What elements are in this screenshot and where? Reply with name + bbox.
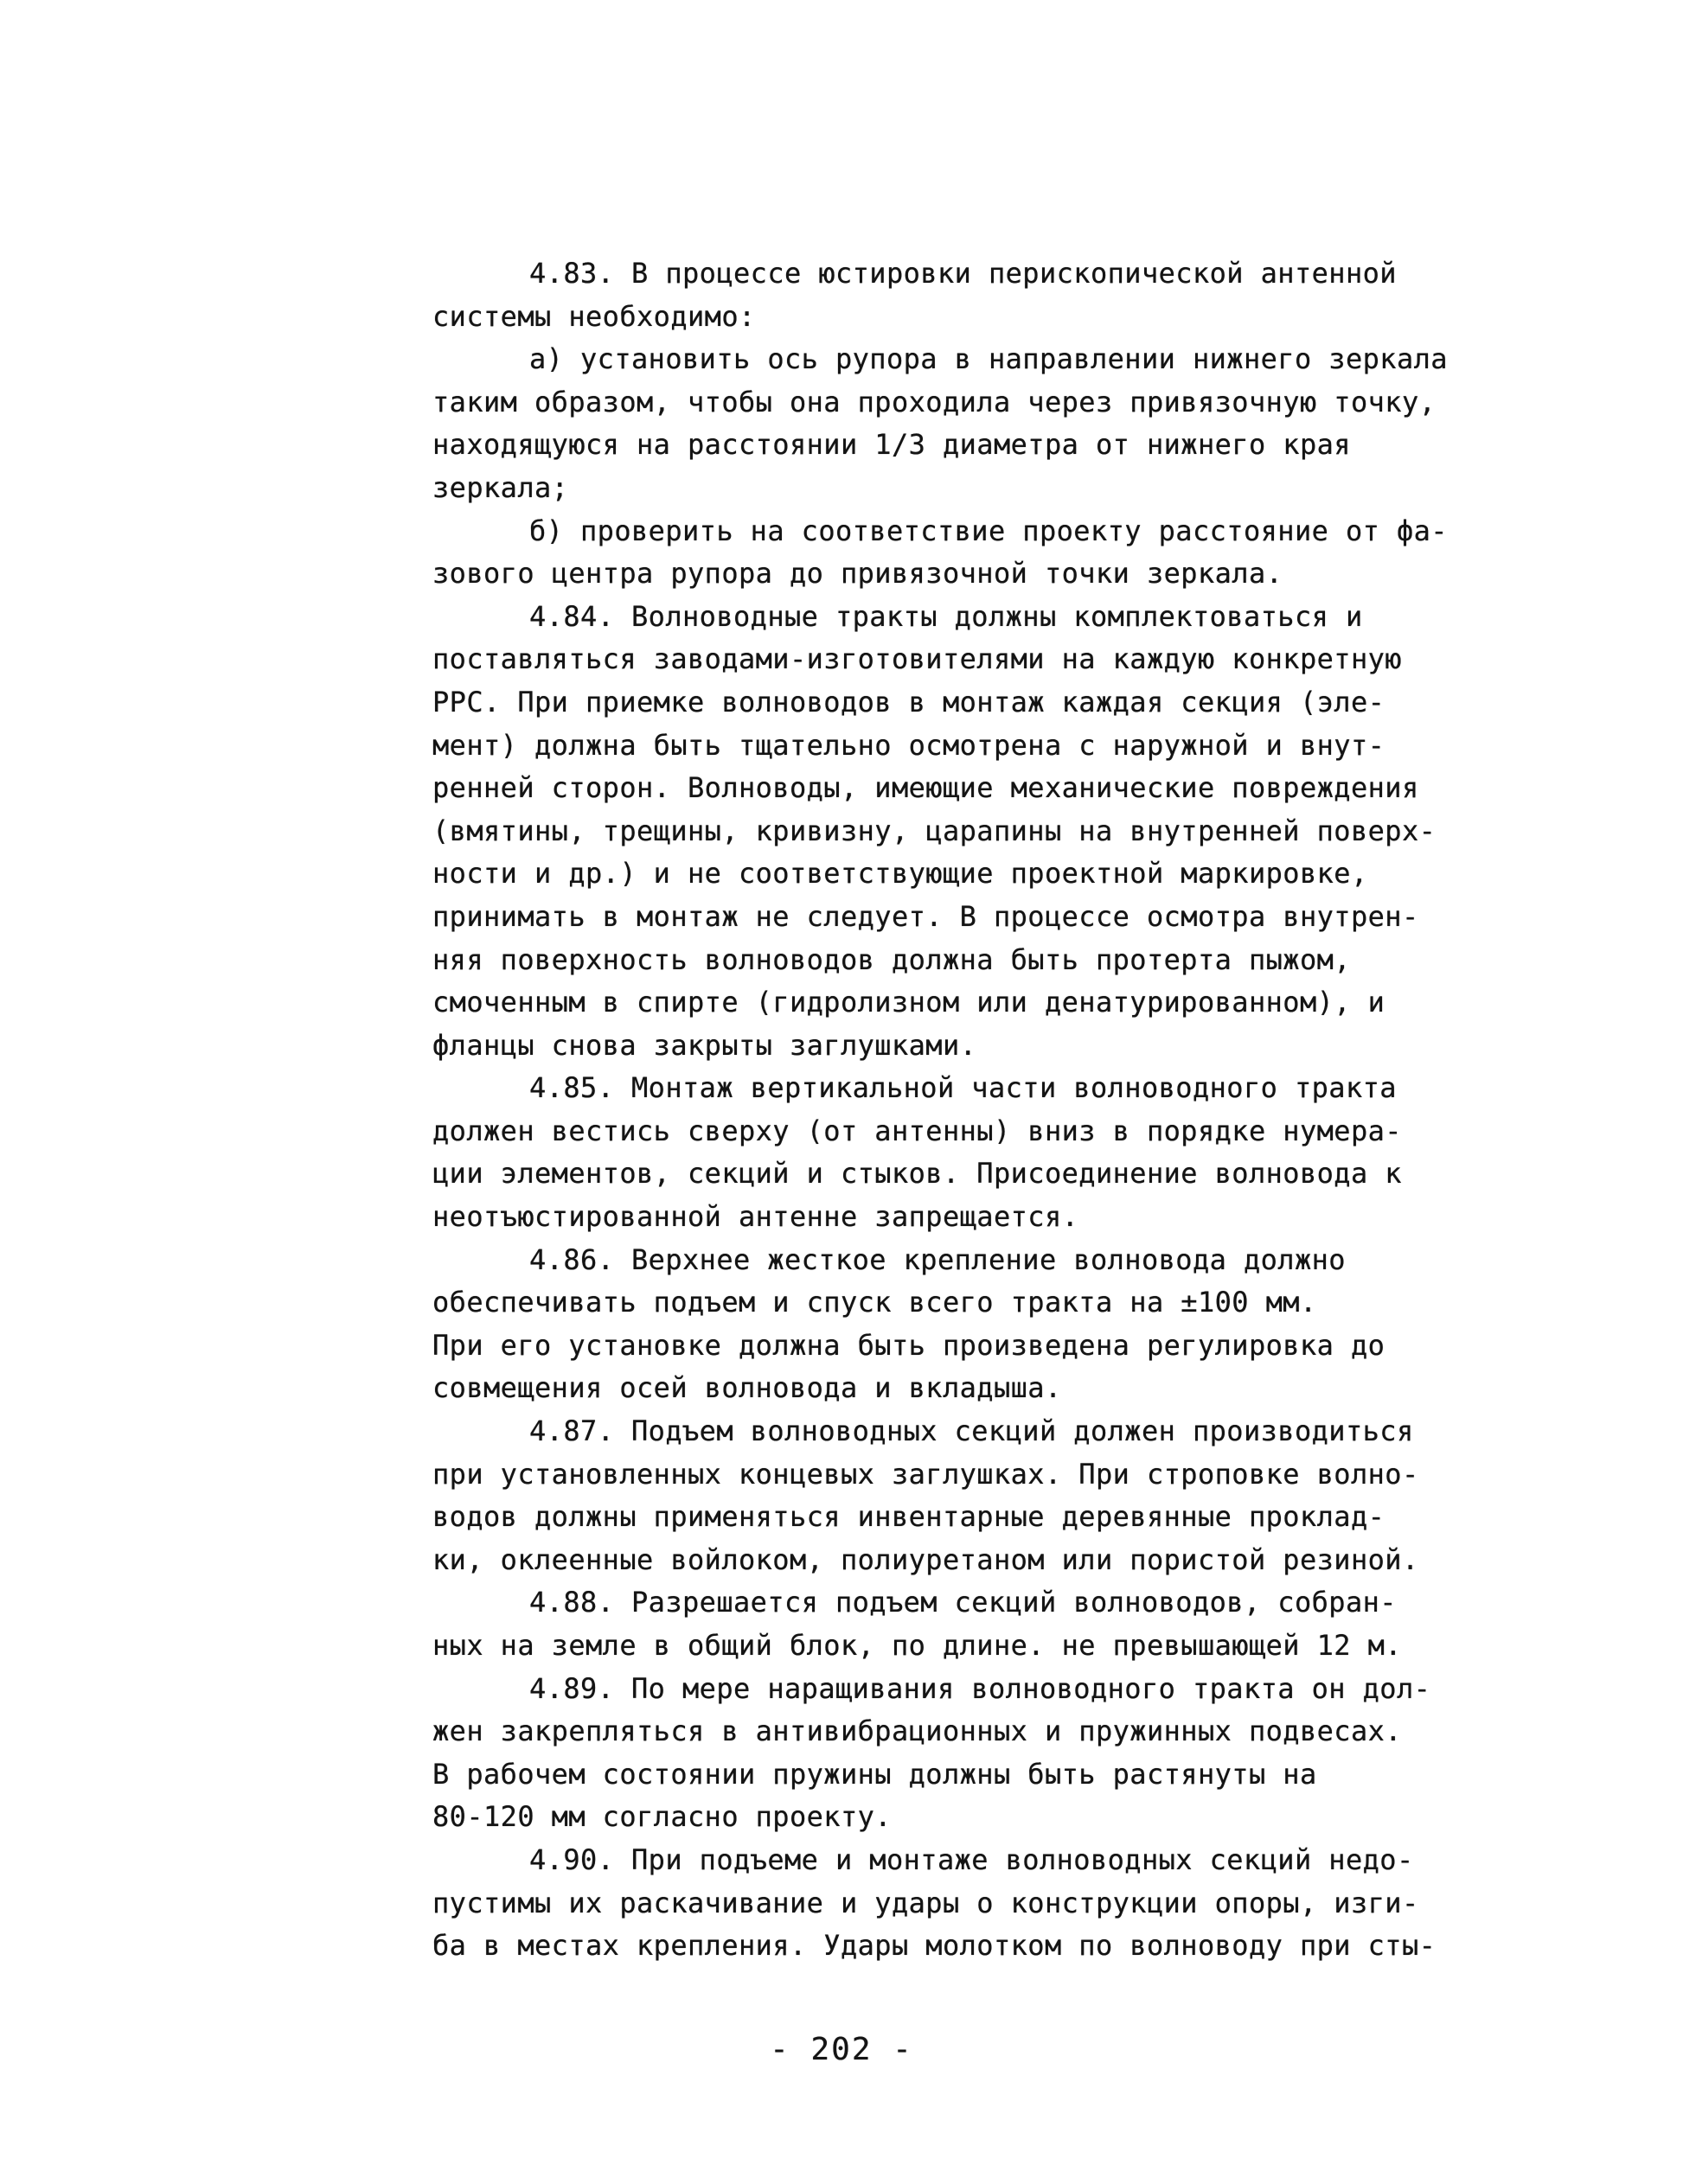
text-line: таким образом, чтобы она проходила через привязочную точку, [432, 385, 1437, 418]
text-line: 4.88. Разрешается подъем секций волноводов, собран- [529, 1586, 1397, 1619]
text-line: РРС. При приемке волноводов в монтаж каждая секция (эле- [432, 685, 1385, 718]
text-line: 4.85. Монтаж вертикальной части волноводного тракта [529, 1071, 1397, 1105]
text-line: обеспечивать подъем и спуск всего тракта на ±100 мм. [432, 1286, 1317, 1319]
text-line: жен закрепляться в антивибрационных и пружинных подвесах. [432, 1715, 1402, 1748]
text-line: б) проверить на соответствие проекту расстояние от фа- [529, 514, 1448, 547]
text-line: ности и др.) и не соответствующие проектной маркировке, [432, 857, 1368, 891]
body-text [432, 252, 1591, 1968]
page-number: - 202 - [770, 2032, 913, 2067]
text-line: совмещения осей волновода и вкладыша. [432, 1371, 1062, 1405]
text-line: 80-120 мм согласно проекту. [432, 1800, 892, 1834]
text-line: принимать в монтаж не следует. В процессе осмотра внутрен- [432, 899, 1419, 933]
text-line: зеркала; [432, 470, 569, 504]
text-line: водов должны применяться инвентарные деревянные проклад- [432, 1500, 1385, 1534]
text-line: ции элементов, секций и стыков. Присоединение волновода к [432, 1157, 1402, 1191]
text-line: а) установить ось рупора в направлении нижнего зеркала [529, 342, 1448, 376]
text-line: 4.87. Подъем волноводных секций должен производиться [529, 1414, 1414, 1448]
text-line: ба в местах крепления. Удары молотком по волноводу при сты- [432, 1929, 1437, 1963]
text-line: при установленных концевых заглушках. При строповке волно- [432, 1457, 1419, 1491]
text-line: 4.83. В процессе юстировки перископической антенной [529, 257, 1397, 290]
text-line: фланцы снова закрыты заглушками. [432, 1028, 977, 1062]
text-line: зового центра рупора до привязочной точки зеркала. [432, 557, 1283, 591]
text-line: мент) должна быть тщательно осмотрена с наружной и внут- [432, 728, 1385, 762]
text-line: находящуюся на расстоянии 1/3 диаметра от нижнего края [432, 428, 1351, 462]
text-line: 4.89. По мере наращивания волноводного тракта он дол- [529, 1671, 1431, 1705]
text-line: ки, оклеенные войлоком, полиуретаном или пористой резиной. [432, 1542, 1419, 1576]
text-line: (вмятины, трещины, кривизну, царапины на внутренней поверх- [432, 814, 1437, 847]
text-line: системы необходимо: [432, 299, 756, 333]
text-line: 4.84. Волноводные тракты должны комплектоваться и [529, 599, 1363, 633]
text-line: ных на земле в общий блок, по длине. не превышающей 12 м. [432, 1629, 1402, 1662]
text-line: При его установке должна быть произведена регулировка до [432, 1328, 1385, 1362]
text-line: В рабочем состоянии пружины должны быть растянуты на [432, 1757, 1317, 1791]
text-line: 4.86. Верхнее жесткое крепление волновода должно [529, 1242, 1346, 1276]
text-line: няя поверхность волноводов должна быть протерта пыжом, [432, 942, 1351, 976]
text-line: 4.90. При подъеме и монтаже волноводных секций недо- [529, 1842, 1414, 1876]
text-line: неотъюстированной антенне запрещается. [432, 1200, 1079, 1234]
text-line: должен вестись сверху (от антенны) вниз в порядке нумера- [432, 1114, 1402, 1147]
text-line: пустимы их раскачивание и удары о конструкции опоры, изги- [432, 1886, 1419, 1919]
text-line: ренней сторон. Волноводы, имеющие механические повреждения [432, 771, 1419, 805]
text-line: смоченным в спирте (гидролизном или денатурированном), и [432, 986, 1385, 1019]
text-line: поставляться заводами-изготовителями на каждую конкретную [432, 642, 1402, 676]
